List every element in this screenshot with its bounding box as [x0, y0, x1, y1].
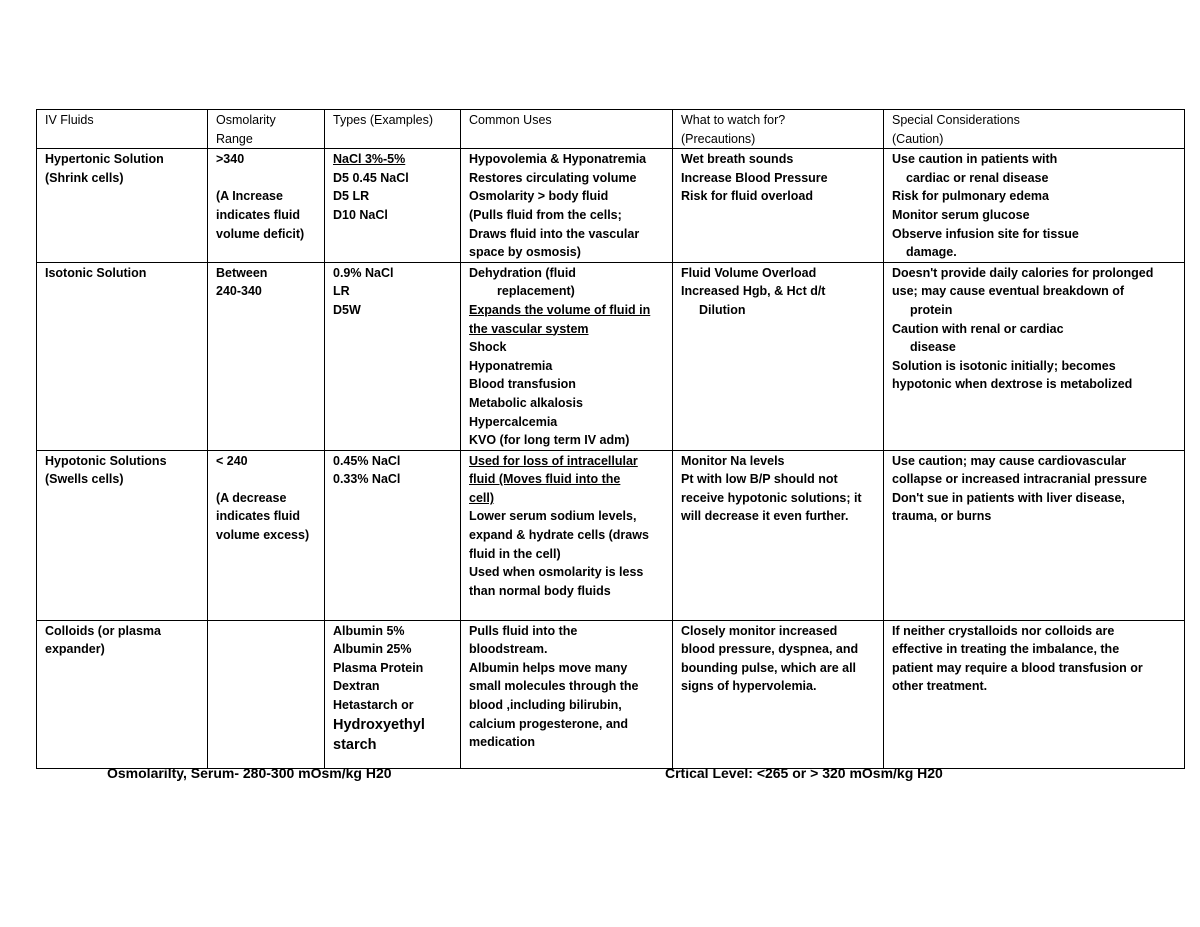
- table-row-hypotonic: [37, 450, 1185, 620]
- header-cell-common-uses: Common Uses: [461, 110, 673, 149]
- special-cell: Use caution in patients with cardiac or renal disease Risk for pulmonary edema Monitor serum glucose Observe infusion site for tissue damage.: [884, 149, 1185, 263]
- uses-cell: Pulls fluid into the bloodstream. Albumin helps move many small molecules through the blood ,including bilirubin, calcium progesterone, and medication: [461, 620, 673, 768]
- fluid-cell: Isotonic Solution: [37, 262, 208, 450]
- types-cell: 0.9% NaCl LR D5W: [325, 262, 461, 450]
- table-row-hypertonic: [37, 149, 1185, 263]
- table-row-colloids: [37, 620, 1185, 768]
- fluid-cell: Hypertonic Solution (Shrink cells): [37, 149, 208, 263]
- uses-cell: Dehydration (fluid replacement) Expands the volume of fluid in the vascular system Shock Hyponatremia Blood transfusion Metabolic alkalosis Hypercalcemia KVO (for long term IV adm): [461, 262, 673, 450]
- watch-cell: Closely monitor increased blood pressure, dyspnea, and bounding pulse, which are all signs of hypervolemia.: [673, 620, 884, 768]
- range-cell: >340 (A Increase indicates fluid volume deficit): [208, 149, 325, 263]
- special-cell: Use caution; may cause cardiovascular collapse or increased intracranial pressure Don't sue in patients with liver disease, trauma, or burns: [884, 450, 1185, 620]
- header-cell-watch-for: What to watch for? (Precautions): [673, 110, 884, 149]
- table-row-isotonic: [37, 262, 1185, 450]
- footer-serum-osmolarity: Osmolarilty, Serum- 280-300 mOsm/kg H20: [107, 765, 392, 781]
- fluid-cell: Hypotonic Solutions (Swells cells): [37, 450, 208, 620]
- uses-cell: Used for loss of intracellular fluid (Moves fluid into the cell) Lower serum sodium levels, expand & hydrate cells (draws fluid in the cell) Used when osmolarity is less than normal body fluids: [461, 450, 673, 620]
- types-cell: Albumin 5% Albumin 25% Plasma Protein Dextran Hetastarch or Hydroxyethyl starch: [325, 620, 461, 768]
- range-cell: [208, 620, 325, 768]
- table-header-row: [37, 110, 1185, 149]
- header-cell-osmolarity: Osmolarity Range: [208, 110, 325, 149]
- special-cell: If neither crystalloids nor colloids are effective in treating the imbalance, the patient may require a blood transfusion or other treatment.: [884, 620, 1185, 768]
- fluid-cell: Colloids (or plasma expander): [37, 620, 208, 768]
- range-cell: Between 240-340: [208, 262, 325, 450]
- header-cell-iv-fluids: IV Fluids: [37, 110, 208, 149]
- watch-cell: Monitor Na levels Pt with low B/P should not receive hypotonic solutions; it will decrease it even further.: [673, 450, 884, 620]
- header-cell-special: Special Considerations (Caution): [884, 110, 1185, 149]
- watch-cell: Fluid Volume Overload Increased Hgb, & Hct d/t Dilution: [673, 262, 884, 450]
- special-cell: Doesn't provide daily calories for prolonged use; may cause eventual breakdown of protein Caution with renal or cardiac disease Solution is isotonic initially; becomes hypotonic when dextrose is metabolized: [884, 262, 1185, 450]
- iv-fluids-table: [36, 109, 1185, 769]
- range-cell: < 240 (A decrease indicates fluid volume excess): [208, 450, 325, 620]
- uses-cell: Hypovolemia & Hyponatremia Restores circulating volume Osmolarity > body fluid (Pulls fluid from the cells; Draws fluid into the vascular space by osmosis): [461, 149, 673, 263]
- watch-cell: Wet breath sounds Increase Blood Pressure Risk for fluid overload: [673, 149, 884, 263]
- types-cell: NaCl 3%-5% D5 0.45 NaCl D5 LR D10 NaCl: [325, 149, 461, 263]
- header-cell-types: Types (Examples): [325, 110, 461, 149]
- footer-critical-level: Crtical Level: <265 or > 320 mOsm/kg H20: [665, 765, 943, 781]
- types-cell: 0.45% NaCl 0.33% NaCl: [325, 450, 461, 620]
